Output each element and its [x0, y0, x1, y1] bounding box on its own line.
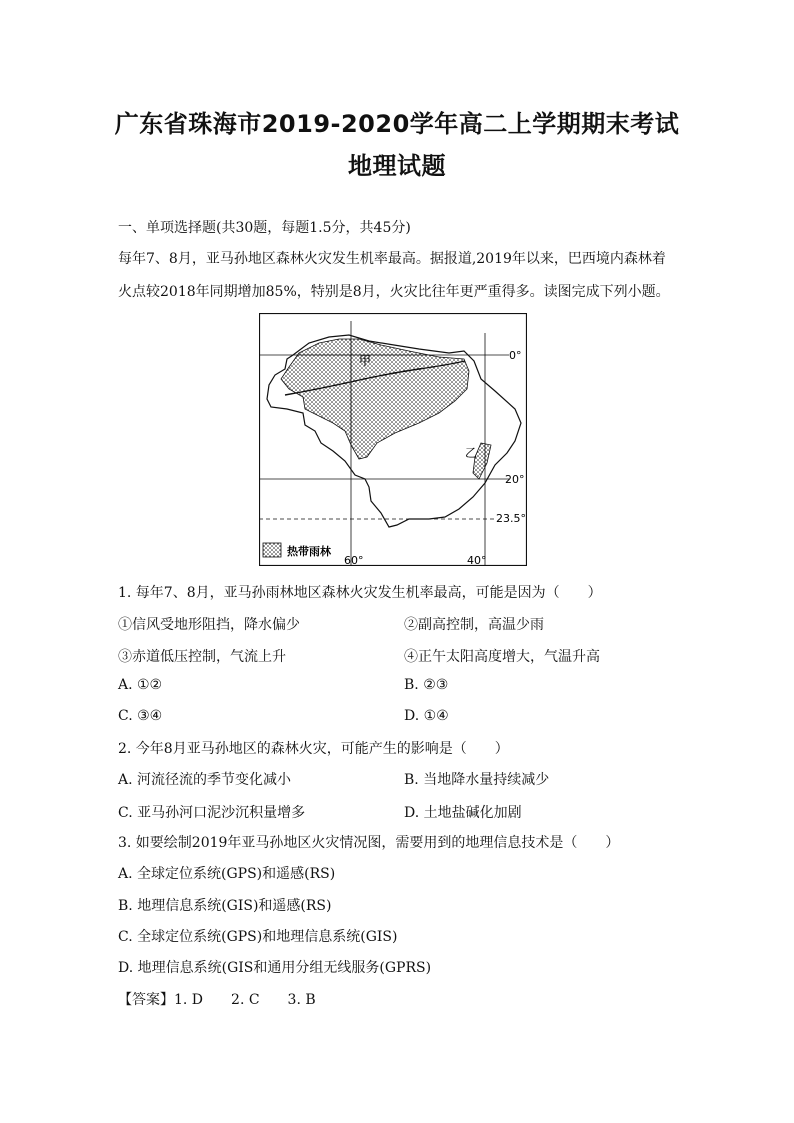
q2-option-c: C. 亚马孙河口泥沙沉积量增多 — [118, 805, 306, 821]
q3-option-d: D. 地理信息系统(GIS和通用分组无线服务(GPRS) — [118, 960, 432, 976]
legend-label: 热带雨林 — [287, 545, 331, 558]
label-jia: 甲 — [359, 354, 372, 368]
q1-option-c: C. ③④ — [118, 708, 163, 724]
q3-stem: 3. 如要绘制2019年亚马孙地区火灾情况图，需要用到的地理信息技术是（ ） — [118, 835, 620, 851]
q1-statement-4: ④正午太阳高度增大，气温升高 — [404, 649, 600, 665]
label-lat-0: 0° — [509, 349, 522, 362]
q3-option-c: C. 全球定位系统(GPS)和地理信息系统(GIS) — [118, 929, 398, 945]
q3-option-b: B. 地理信息系统(GIS)和遥感(RS) — [118, 898, 332, 914]
label-lat-23-5: 23.5° — [496, 512, 526, 525]
q1-option-a: A. ①② — [118, 677, 163, 693]
intro-line-1: 每年7、8月，亚马孙地区森林火灾发生机率最高。据报道,2019年以来，巴西境内森林着 — [118, 251, 666, 267]
q1-statement-3: ③赤道低压控制，气流上升 — [118, 649, 286, 665]
label-yi: 乙 — [465, 446, 478, 460]
q2-option-b: B. 当地降水量持续减少 — [404, 772, 550, 788]
q1-option-b: B. ②③ — [404, 677, 449, 693]
page-title: 广东省珠海市2019-2020学年高二上学期期末考试 — [114, 110, 680, 138]
label-lat-20: 20° — [505, 473, 525, 486]
intro-line-2: 火点较2018年同期增加85%，特别是8月，火灾比往年更严重得多。读图完成下列小题。 — [118, 284, 670, 300]
section-heading: 一、单项选择题(共30题，每题1.5分，共45分) — [118, 220, 411, 236]
brazil-rainforest-map — [259, 313, 527, 566]
q1-statement-2: ②副高控制，高温少雨 — [404, 617, 544, 633]
label-lon-60: 60° — [344, 554, 364, 566]
q1-statement-1: ①信风受地形阻挡，降水偏少 — [118, 617, 300, 633]
page-subtitle: 地理试题 — [348, 152, 446, 180]
q2-stem: 2. 今年8月亚马孙地区的森林火灾，可能产生的影响是（ ） — [118, 741, 509, 757]
q1-stem: 1. 每年7、8月，亚马孙雨林地区森林火灾发生机率最高，可能是因为（ ） — [118, 585, 602, 601]
answer-line: 【答案】1. D 2. C 3. B — [118, 992, 316, 1008]
label-lon-40: 40° — [467, 554, 487, 566]
q3-option-a: A. 全球定位系统(GPS)和遥感(RS) — [118, 866, 336, 882]
legend-swatch — [263, 543, 281, 557]
q1-option-d: D. ①④ — [404, 708, 449, 724]
q2-option-a: A. 河流径流的季节变化减小 — [118, 772, 292, 788]
q2-option-d: D. 土地盐碱化加剧 — [404, 805, 522, 821]
